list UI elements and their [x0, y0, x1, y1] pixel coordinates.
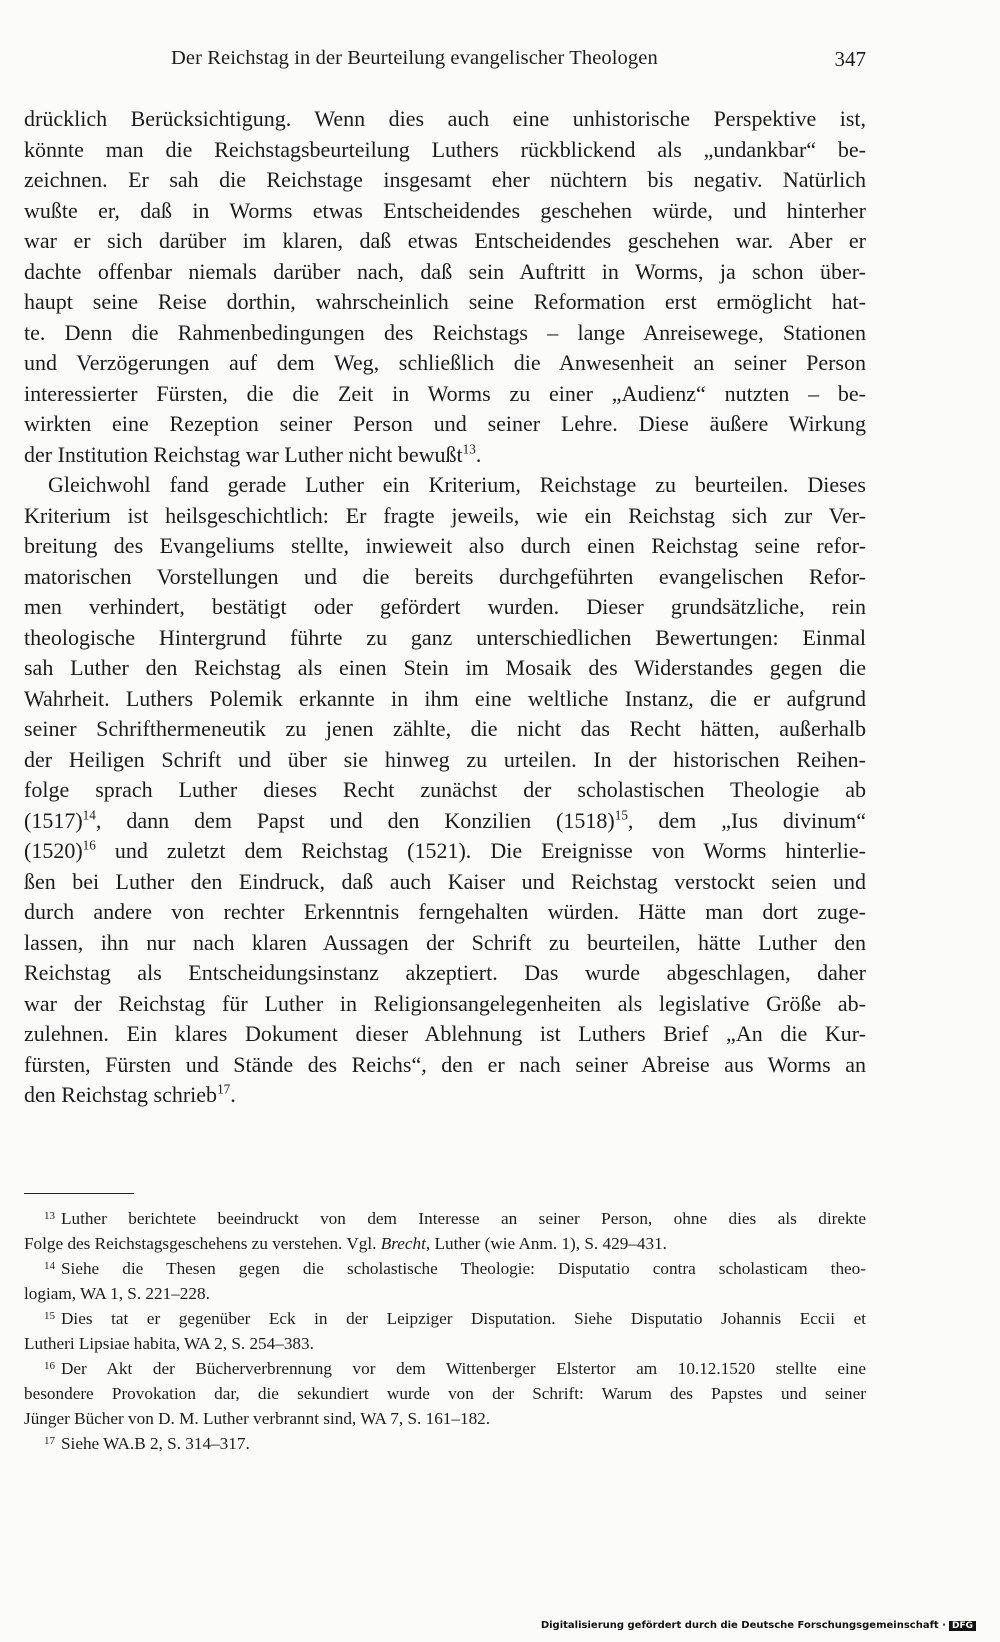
footnote-16: [24, 1356, 866, 1381]
text-fragment: der Institution Reichstag war Luther nicht bewußt: [24, 441, 463, 467]
page-number: 347: [834, 47, 866, 71]
text-fragment: , dann dem Papst und den Konzilien (1518): [95, 807, 615, 833]
text-fragment: .: [475, 441, 482, 467]
text-line: theologische Hintergrund führte zu ganz unterschiedlichen Bewertungen: Einmal: [24, 624, 866, 650]
text-line: seiner Schrifthermeneutik zu jenen zählte, die nicht das Recht hätten, außerhalb: [24, 716, 866, 741]
running-header: [24, 47, 866, 77]
text-line: sah Luther den Reichstag als einen Stein im Mosaik des Widerstandes gegen die: [24, 655, 866, 680]
text-line: zulehnen. Ein klares Dokument dieser Ablehnung ist Luthers Brief „An die Kur-: [24, 1021, 866, 1046]
footnote-line: [24, 1231, 866, 1256]
text-line: folge sprach Luther dieses Recht zunächst der scholastischen Theologie ab: [24, 777, 866, 802]
footnote-13: [24, 1206, 866, 1231]
text-line: fürsten, Fürsten und Stände des Reichs“, den er nach seiner Abreise aus Worms an: [24, 1051, 866, 1077]
text-line: der Heiligen Schrift und über sie hinweg zu urteilen. In der historischen Reihen-: [24, 746, 866, 772]
text-line: könnte man die Reichstagsbeurteilung Luthers rückblickend als „undankbar“ be-: [24, 136, 866, 162]
footnote-line: Lutheri Lipsiae habita, WA 2, S. 254–383.: [24, 1334, 314, 1353]
footnote-number: 17: [44, 1435, 55, 1447]
text-line: [24, 806, 866, 837]
footnote-ref-17: 17: [217, 1081, 231, 1097]
text-line: te. Denn die Rahmenbedingungen des Reichstags – lange Anreisewege, Stationen: [24, 319, 866, 345]
text-line: men verhindert, bestätigt oder gefördert wurden. Dieser grundsätzliche, rein: [24, 594, 866, 619]
footnote-ref-14: 14: [82, 807, 96, 823]
text-line: interessierter Fürsten, die die Zeit in Worms zu einer „Audienz“ nutzten – be-: [24, 380, 866, 406]
text-fragment: und zuletzt dem Reichstag (1521). Die Ereignisse von Worms hinterlie-: [95, 838, 866, 863]
text-line: wußte er, daß in Worms etwas Entscheidendes geschehen würde, und hinterher: [24, 197, 866, 223]
text-line: zeichnen. Er sah die Reichstage insgesamt eher nüchtern bis negativ. Natürlich: [24, 167, 866, 192]
text-line: Gleichwohl fand gerade Luther ein Kriterium, Reichstage zu beurteilen. Dieses: [48, 472, 866, 497]
digitization-credit: [541, 1620, 976, 1631]
text-line: breitung des Evangeliums stellte, inwieweit also durch einen Reichstag seine refor-: [24, 533, 866, 558]
running-title: Der Reichstag in der Beurteilung evangelischer Theologen: [171, 47, 658, 69]
footnote-17: [24, 1431, 866, 1456]
text-line: Kriterium ist heilsgeschichtlich: Er fragte jeweils, wie ein Reichstag sich zur Ver-: [24, 502, 866, 528]
footnote-14: [24, 1256, 866, 1281]
footnote-text: Siehe WA.B 2, S. 314–317.: [61, 1434, 250, 1453]
text-line: drücklich Berücksichtigung. Wenn dies auch eine unhistorische Perspektive ist,: [24, 106, 866, 131]
main-text: [24, 104, 866, 1111]
text-line: war der Reichstag für Luther in Religionsangelegenheiten als legislative Größe ab-: [24, 990, 866, 1016]
text-fragment: (1517): [24, 807, 83, 833]
footnote-number: 13: [44, 1210, 55, 1222]
text-fragment: (1520): [24, 838, 83, 863]
text-line: matorischen Vorstellungen und die bereits durchgeführten evangelischen Refor-: [24, 563, 866, 589]
text-fragment: den Reichstag schrieb: [24, 1082, 218, 1107]
footnote-text: Dies tat er gegenüber Eck in der Leipziger Disputation. Siehe Disputatio Johannis Eccii et: [61, 1309, 866, 1328]
footnote-number: 16: [44, 1360, 55, 1372]
footnote-number: 15: [44, 1310, 55, 1322]
text-line: dachte offenbar niemals darüber nach, daß sein Auftritt in Worms, ja schon über-: [24, 258, 866, 284]
text-fragment: , dem „Ius divinum“: [627, 807, 866, 833]
footnote-text: Luther berichtete beeindruckt von dem Interesse an seiner Person, ohne dies als direkte: [61, 1209, 866, 1228]
footnote-number: 14: [44, 1260, 55, 1272]
text-line: Wahrheit. Luthers Polemik erkannte in ihm eine weltliche Instanz, die er aufgrund: [24, 685, 866, 711]
dfg-logo: DFG: [949, 1621, 976, 1631]
footnote-line: besondere Provokation dar, die sekundiert wurde von der Schrift: Warum des Papstes und seiner: [24, 1384, 866, 1403]
credit-text: Digitalisierung gefördert durch die Deutsche Forschungsgemeinschaft ·: [540, 1620, 946, 1631]
footnote-text: , Luther (wie Anm. 1), S. 429–431.: [425, 1234, 667, 1253]
author-name: Brecht: [380, 1234, 426, 1253]
text-line: durch andere von rechter Erkenntnis ferngehalten würden. Hätte man dort zuge-: [24, 899, 866, 924]
text-line: [24, 836, 866, 867]
footnote-divider: [24, 1193, 134, 1194]
text-line: haupt seine Reise dorthin, wahrscheinlich seine Reformation erst ermöglicht hat-: [24, 289, 866, 314]
text-line: ßen bei Luther den Eindruck, daß auch Kaiser und Reichstag verstockt seien und: [24, 868, 866, 894]
footnote-text: Siehe die Thesen gegen die scholastische Theologie: Disputatio contra scholasticam theo-: [61, 1259, 866, 1278]
footnote-text: Folge des Reichstagsgeschehens zu verstehen. Vgl.: [24, 1234, 381, 1253]
footnote-ref-15: 15: [614, 807, 628, 823]
footnote-ref-16: 16: [82, 837, 96, 853]
text-line: Reichstag als Entscheidungsinstanz akzeptiert. Das wurde abgeschlagen, daher: [24, 960, 866, 985]
text-line: wirkten eine Rezeption seiner Person und seiner Lehre. Diese äußere Wirkung: [24, 411, 866, 436]
text-line: und Verzögerungen auf dem Weg, schließlich die Anwesenheit an seiner Person: [24, 350, 866, 375]
text-line: [24, 1080, 866, 1111]
footnote-15: [24, 1306, 866, 1331]
text-line: war er sich darüber im klaren, daß etwas Entscheidendes geschehen war. Aber er: [24, 228, 866, 253]
footnote-text: Der Akt der Bücherverbrennung vor dem Wittenberger Elstertor am 10.12.1520 stellte eine: [61, 1359, 866, 1378]
footnotes: [24, 1206, 866, 1456]
footnote-line: logiam, WA 1, S. 221–228.: [24, 1284, 210, 1303]
text-fragment: .: [230, 1082, 236, 1107]
footnote-ref-13: 13: [462, 441, 476, 457]
text-line: [24, 440, 866, 471]
footnote-line: Jünger Bücher von D. M. Luther verbrannt sind, WA 7, S. 161–182.: [24, 1409, 491, 1428]
text-line: lassen, ihn nur nach klaren Aussagen der Schrift zu beurteilen, hätte Luther den: [24, 929, 866, 955]
